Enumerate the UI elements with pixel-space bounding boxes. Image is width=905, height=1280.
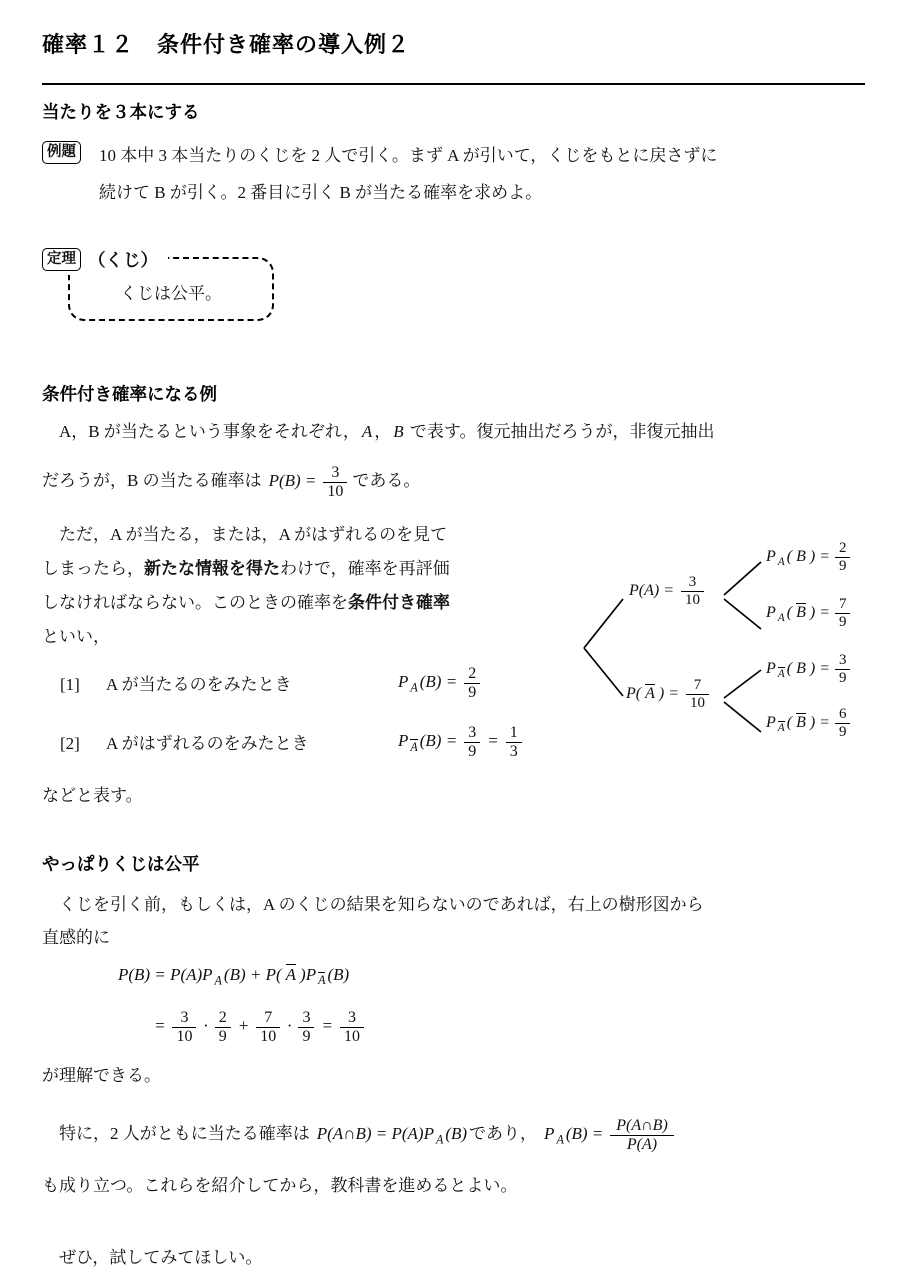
math-subscript: A [410, 680, 418, 695]
math-b: B [796, 547, 806, 565]
example-badge: 例題 [42, 141, 81, 164]
math-run: ) = [809, 547, 830, 565]
item-marker: [1] [60, 674, 80, 694]
math-subscript: A [556, 1132, 564, 1147]
fraction-3-9: $\frac{3}{9}$ [835, 652, 851, 687]
fraction-2-9: $\frac{2}{9}$ [464, 665, 480, 702]
fraction-6-9: $\frac{6}{9}$ [835, 706, 851, 741]
math-run: ) = [809, 713, 830, 731]
explanation-line-1: ただ，A が当たる，または，A がはずれるのを見て [59, 525, 448, 544]
text-run: しまったら， [42, 559, 144, 578]
math-run: P(B) = P(A)P [118, 964, 213, 984]
math-subscript-overline: A [777, 668, 785, 681]
theorem-body: くじは公平。 [120, 284, 222, 303]
intersection-paragraph-line2: も成り立つ。これらを紹介してから，教科書を進めるとよい。 [42, 1175, 518, 1195]
math-equals: = [154, 1016, 166, 1036]
section-heading-conditional: 条件付き確率になる例 [42, 384, 217, 404]
text-run: A，B が当たるという事象をそれぞれ， [59, 422, 360, 441]
conditional-outro: などと表す。 [42, 785, 143, 805]
example-line-1: 10 本中 3 本当たりのくじを 2 人で引く。まず A が引いて，くじをもとに戻さずに [99, 146, 718, 165]
fraction-1-3: $\frac{1}{3}$ [506, 724, 522, 761]
math-b: B [796, 659, 806, 677]
math-base: P [766, 659, 776, 677]
fraction-3-10: $\frac{3}{10}$ [681, 574, 704, 609]
math-equals: = [487, 731, 499, 751]
text-run: 特に，2 人がともに当たる確率は [59, 1124, 310, 1144]
math-plus: + [237, 1016, 250, 1036]
theorem-title: （くじ） [88, 250, 158, 270]
conditional-paragraph-line2 [42, 454, 865, 508]
theorem-box [42, 247, 865, 335]
section-heading-lottery: 当たりを３本にする [42, 102, 200, 122]
equation-line-2 [152, 999, 865, 1053]
math-paren: ( [786, 713, 793, 731]
math-a-overline: A [645, 684, 655, 702]
fraction-2-9: $\frac{2}{9}$ [215, 1009, 231, 1046]
math-run: (B) + P( [223, 964, 282, 984]
example-problem-text [99, 137, 717, 211]
fraction-2-9: $\frac{2}{9}$ [835, 540, 851, 575]
math-run: (B) [327, 964, 350, 984]
text-run: だろうが，B の当たる確率は [42, 471, 262, 490]
text-run: で表す。復元抽出だろうが，非復元抽出 [405, 422, 715, 441]
math-base: P [544, 1124, 555, 1144]
fraction-3-10: $\frac{3}{10}$ [340, 1009, 364, 1046]
math-run: P(A) = [629, 581, 674, 599]
math-b-overline: B [796, 603, 806, 621]
explanation-line-3 [42, 586, 587, 620]
math-run: (B) = [419, 731, 458, 751]
fraction-3-10: $\frac{3}{10}$ [172, 1009, 196, 1046]
fraction-7-10: $\frac{7}{10}$ [256, 1009, 280, 1046]
text-run: わけで，確率を再評価 [280, 559, 450, 578]
explanation-line-2 [42, 552, 587, 586]
math-base: P [766, 713, 776, 731]
fraction-3-9: $\frac{3}{9}$ [464, 724, 480, 761]
math-subscript: A [777, 612, 785, 625]
theorem-badge: 定理 [42, 248, 81, 271]
math-base: P [398, 672, 409, 691]
item-text: A がはずれるのをみたとき [106, 734, 309, 754]
math-run: (B) = [565, 1124, 604, 1144]
item-marker: [2] [60, 734, 80, 754]
theorem-label [42, 247, 168, 275]
math-b-overline: B [796, 713, 806, 731]
tree-leaf-pabar-b [764, 652, 853, 687]
math-subscript: A [214, 973, 222, 988]
text-run: であり， [469, 1124, 538, 1144]
math-subscript-overline: A [318, 973, 326, 988]
conditional-explanation [42, 518, 587, 654]
math-base: P [398, 731, 409, 751]
fraction-3-10: $\frac{3}{10}$ [323, 464, 347, 501]
tree-node-p-a [627, 574, 709, 609]
item-text: A が当たるのをみたとき [106, 674, 292, 694]
math-A: A [361, 422, 373, 441]
math-cdot: · [287, 1016, 292, 1036]
text-run: しなければならない。このときの確率を [42, 593, 348, 612]
page-title: 確率１２ 条件付き確率の導入例２ [42, 32, 411, 57]
formula-pa-b-equals-2-9 [396, 656, 485, 713]
title-divider [42, 83, 865, 85]
explanation-line-4: といい， [42, 627, 110, 646]
tree-leaf-pa-b [764, 540, 853, 575]
math-cdot: · [203, 1016, 208, 1036]
probability-tree-diagram [583, 538, 898, 773]
math-base: P [766, 547, 776, 565]
fraction-7-9: $\frac{7}{9}$ [835, 596, 851, 631]
text-run: ， [374, 422, 392, 441]
math-subscript: A [777, 556, 785, 569]
math-base: P [766, 603, 776, 621]
math-run: P( [626, 684, 642, 702]
tree-node-p-abar [624, 677, 714, 712]
math-a-overline: A [285, 964, 297, 984]
math-run: (B) [445, 1124, 468, 1144]
math-equals: = [321, 1016, 333, 1036]
example-line-2: 続けて B が引く。2 番目に引く B が当たる確率を求めよ。 [99, 183, 543, 202]
tree-leaf-pabar-bbar [764, 706, 853, 741]
fair-paragraph-line1: くじを引く前，もしくは，A のくじの結果を知らないのであれば，右上の樹形図から [59, 894, 704, 914]
tree-leaf-pa-bbar [764, 596, 853, 631]
text-run: である。 [352, 471, 421, 490]
math-run: ) = [658, 684, 680, 702]
equation-line-1 [116, 960, 865, 995]
math-B: B [393, 422, 404, 441]
formula-p-of-b: P(B) = [268, 471, 317, 490]
math-paren: ( [786, 603, 793, 621]
math-run: P(A∩B) = P(A)P [316, 1124, 434, 1144]
math-paren: ( [786, 547, 793, 565]
section-heading-fair: やっぱりくじは公平 [42, 853, 200, 874]
bold-new-information: 新たな情報を得た [144, 559, 280, 578]
fraction-p-intersection-over-p-a: $\frac{P(A\cap B)}{P(A)}$ [610, 1117, 674, 1154]
formula-pabar-b-equals-3-9 [396, 715, 527, 772]
fair-paragraph-line2: 直感的に [42, 927, 110, 947]
fraction-3-9: $\frac{3}{9}$ [298, 1009, 314, 1046]
math-subscript-overline: A [410, 739, 418, 754]
bold-conditional-probability: 条件付き確率 [348, 593, 450, 612]
math-subscript-overline: A [777, 722, 785, 735]
math-run: (B) = [419, 672, 458, 691]
total-probability-equation [116, 960, 865, 1053]
math-paren: ( [786, 659, 793, 677]
closing-remark: ぜひ，試してみてほしい。 [59, 1247, 263, 1267]
conditional-paragraph-line1 [42, 418, 865, 446]
after-equation-text: が理解できる。 [42, 1066, 161, 1086]
math-run: ) = [809, 659, 830, 677]
example-problem [42, 137, 865, 211]
math-subscript: A [435, 1132, 444, 1147]
fraction-7-10: $\frac{7}{10}$ [686, 677, 709, 712]
math-run: ) = [809, 603, 830, 621]
intersection-paragraph [42, 1103, 865, 1170]
math-run: )P [300, 964, 317, 984]
